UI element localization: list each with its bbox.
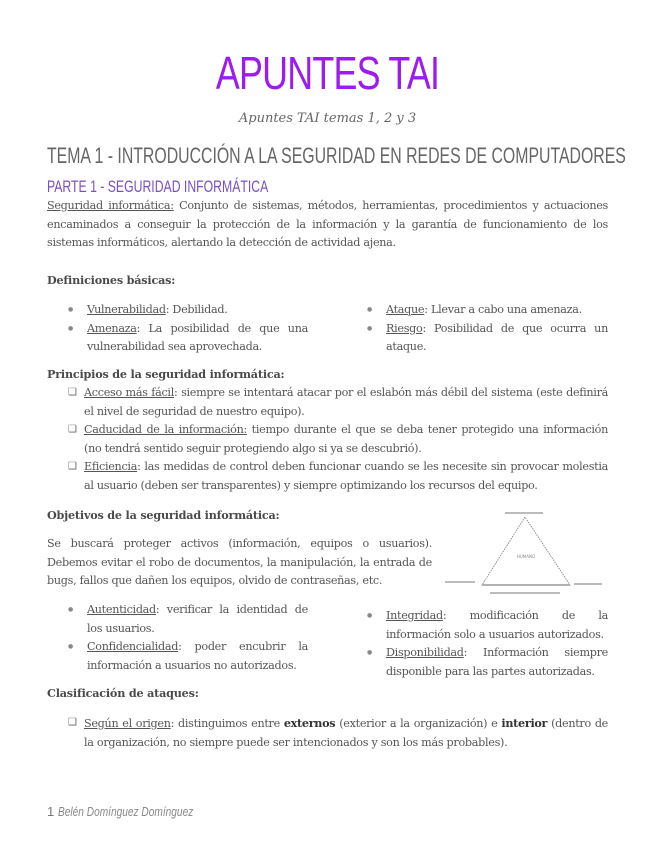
list-item [68,458,608,495]
term: Amenaza [87,321,137,335]
document-subtitle: Apuntes TAI temas 1, 2 y 3 [238,111,417,126]
definition: : modificación de la información solo a usuarios autorizados. [386,609,608,641]
objetivos-paragraph: Se buscará proteger activos (información, equipos o usuarios). Debemos evitar el robo de documentos, la manipulación, la entrada de bugs, fallos que dañen los equipos, olvido de contraseñas, etc. [47,537,432,587]
list-item [367,607,608,644]
definition: : Información siempre disponible para las partes autorizadas. [386,646,608,678]
objetivos-heading: Objetivos de la seguridad informática: [47,508,280,522]
definition: : Debilidad. [165,303,228,316]
term: Autenticidad [87,603,156,616]
definition: : poder encubrir la información a usuarios no autorizados. [87,640,308,672]
diagram-label-top [505,512,543,514]
intro-term: Seguridad informática: [47,199,174,212]
bold-term: interior [501,716,548,730]
ataques-heading: Clasificación de ataques: [47,686,199,700]
parte-heading: PARTE 1 - SEGURIDAD INFORMÁTICA [47,177,269,196]
principios-list [68,384,608,495]
list-item [367,301,608,320]
intro-paragraph [47,197,608,253]
term: Riesgo [386,321,423,335]
footer-author: Belén Domínguez Domínguez [57,804,194,819]
term: Ataque [386,303,425,316]
principios-heading: Principios de la seguridad informática: [47,367,285,381]
bold-term: externos [283,716,336,730]
document-title: APUNTES TAI [215,47,440,99]
definition: tiempo durante el que se deba tener protegido una información (no tendrá sentido seguir protegiendo algo si ya se descubrió). [84,423,608,455]
definition: : verificar la identidad de los usuarios. [87,603,308,635]
page-footer [47,804,231,819]
objetivos-list-right [367,607,608,681]
diagram-center-label: HUMANO [516,554,536,559]
definiciones-list-left [68,301,308,357]
list-item [68,638,308,675]
list-item [68,384,608,421]
definition-part: : distinguimos entre [170,717,284,730]
term: Caducidad de la información: [84,423,247,436]
page-number: 1 [47,804,55,819]
list-item [68,601,308,638]
security-triangle-diagram [440,503,620,598]
definition-part: (exterior a la organización) e [335,717,502,730]
list-item [68,714,608,752]
definiciones-list-right [367,301,608,357]
diagram-label-bottom [490,592,560,594]
triangle-shape [482,517,570,585]
term: Confidencialidad [87,640,179,653]
definition: : Llevar a cabo una amenaza. [424,303,582,316]
intro-text: Conjunto de sistemas, métodos, herramientas, procedimientos y actuaciones encaminados a conseguir la protección de la información y la garantía de funcionamiento de los sistemas informáticos, alertando la detección de actividad ajena. [47,199,608,249]
term: Eficiencia [84,460,138,473]
definition: : Posibilidad de que ocurra un ataque. [386,321,608,353]
list-item [68,301,308,320]
term: Acceso más fácil [84,386,174,399]
diagram-label-left [445,581,475,583]
objetivos-list-left [68,601,308,675]
definition-part: (dentro de la organización, no siempre puede ser intencionados y son los más probables). [84,717,608,749]
term: Según el origen [84,717,171,730]
definiciones-heading: Definiciones básicas: [47,273,176,287]
term: Disponibilidad [386,646,464,659]
list-item [367,644,608,681]
tema-heading: TEMA 1 - INTRODUCCIÓN A LA SEGURIDAD EN REDES DE COMPUTADORES [47,143,626,168]
list-item [68,421,608,458]
term: Integridad [386,609,443,622]
list-item [367,320,608,357]
definition: : La posibilidad de que una vulnerabilidad sea aprovechada. [87,321,308,353]
term: Vulnerabilidad [87,303,166,316]
list-item [68,320,308,357]
diagram-label-right [574,583,602,585]
definition: : las medidas de control deben funcionar cuando se les necesite sin provocar molestia al usuario (deben ser transparentes) y siempre optimizando los recursos del equipo. [84,460,608,492]
definition: : siempre se intentará atacar por el eslabón más débil del sistema (este definirá el nivel de seguridad de nuestro equipo). [84,386,608,418]
ataques-list [68,714,608,752]
